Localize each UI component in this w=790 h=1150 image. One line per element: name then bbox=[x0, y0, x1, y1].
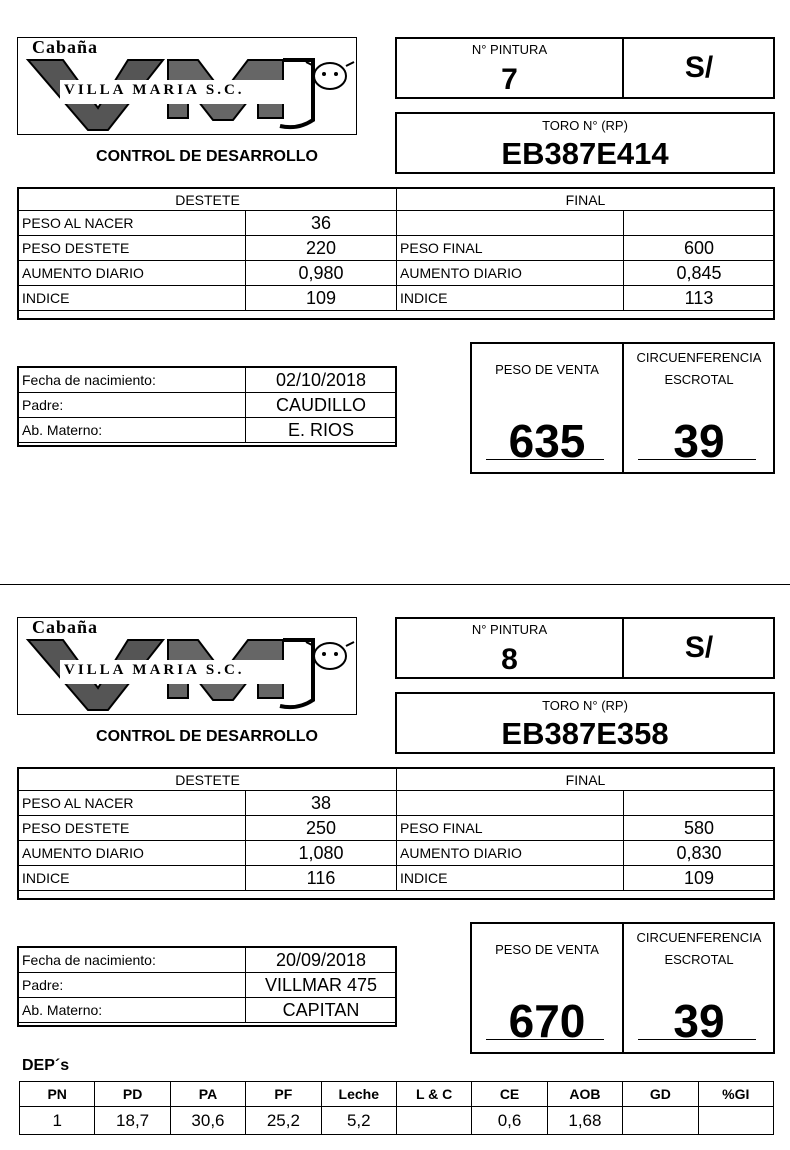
info-value: 20/09/2018 bbox=[246, 948, 397, 973]
dep-value-lc bbox=[396, 1107, 471, 1135]
info-label: Padre: bbox=[19, 393, 246, 418]
logo-villa-maria-text: VILLA MARIA S.C. bbox=[64, 82, 245, 98]
row-value: 36 bbox=[246, 211, 397, 236]
row-final-label: AUMENTO DIARIO bbox=[397, 841, 624, 866]
toro-value: EB387E414 bbox=[501, 136, 669, 171]
table-row bbox=[19, 866, 775, 891]
s-value: S/ bbox=[684, 631, 714, 664]
info-value: E. RIOS bbox=[246, 418, 397, 443]
row-value: 220 bbox=[246, 236, 397, 261]
circ-value: 39 bbox=[673, 415, 725, 467]
cabana-logo bbox=[17, 37, 357, 135]
row-final-value: 0,845 bbox=[624, 261, 775, 286]
final-header: FINAL bbox=[397, 769, 775, 791]
toro-box bbox=[395, 692, 775, 754]
pintura-value: 7 bbox=[501, 63, 518, 96]
table-row bbox=[19, 211, 775, 236]
dep-value-pf: 25,2 bbox=[246, 1107, 321, 1135]
destete-header: DESTETE bbox=[19, 189, 397, 211]
toro-value: EB387E358 bbox=[501, 716, 669, 751]
dep-header-ce: CE bbox=[472, 1082, 547, 1107]
info-row bbox=[19, 393, 397, 418]
row-label: PESO DESTETE bbox=[19, 816, 246, 841]
dep-value-aob: 1,68 bbox=[547, 1107, 622, 1135]
peso-venta-label: PESO DE VENTA bbox=[495, 942, 599, 957]
toro-label: TORO N° (RP) bbox=[542, 698, 628, 713]
info-label: Fecha de nacimiento: bbox=[19, 368, 246, 393]
row-final-value: 0,830 bbox=[624, 841, 775, 866]
info-label: Padre: bbox=[19, 973, 246, 998]
info-table bbox=[18, 367, 397, 443]
logo-villa-maria-text: VILLA MARIA S.C. bbox=[64, 662, 245, 678]
info-value: VILLMAR 475 bbox=[246, 973, 397, 998]
row-value: 250 bbox=[246, 816, 397, 841]
dep-table bbox=[19, 1081, 774, 1135]
development-table bbox=[18, 768, 775, 891]
row-final-label: AUMENTO DIARIO bbox=[397, 261, 624, 286]
info-table bbox=[18, 947, 397, 1023]
dep-header-leche: Leche bbox=[321, 1082, 396, 1107]
dep-value-pd: 18,7 bbox=[95, 1107, 170, 1135]
peso-venta-value: 670 bbox=[508, 995, 586, 1047]
dep-header-pd: PD bbox=[95, 1082, 170, 1107]
pintura-label: N° PINTURA bbox=[471, 42, 548, 57]
info-value: 02/10/2018 bbox=[246, 368, 397, 393]
s-value: S/ bbox=[684, 51, 714, 84]
row-final-value: 113 bbox=[624, 286, 775, 311]
row-label: INDICE bbox=[19, 286, 246, 311]
table-row bbox=[19, 816, 775, 841]
cabana-logo bbox=[17, 617, 357, 715]
row-value: 116 bbox=[246, 866, 397, 891]
row-final-value bbox=[624, 211, 775, 236]
row-label: INDICE bbox=[19, 866, 246, 891]
dep-value-leche: 5,2 bbox=[321, 1107, 396, 1135]
dep-header-pf: PF bbox=[246, 1082, 321, 1107]
dep-header-aob: AOB bbox=[547, 1082, 622, 1107]
dep-value-ce: 0,6 bbox=[472, 1107, 547, 1135]
row-label: PESO DESTETE bbox=[19, 236, 246, 261]
row-final-value: 109 bbox=[624, 866, 775, 891]
table-row bbox=[19, 236, 775, 261]
destete-header: DESTETE bbox=[19, 769, 397, 791]
info-row bbox=[19, 948, 397, 973]
row-final-label bbox=[397, 211, 624, 236]
circ-label-2: ESCROTAL bbox=[664, 952, 734, 967]
logo-cabana-text: Cabaña bbox=[32, 37, 99, 57]
row-final-value bbox=[624, 791, 775, 816]
row-final-label: INDICE bbox=[397, 866, 624, 891]
table-row bbox=[19, 286, 775, 311]
circ-label-2: ESCROTAL bbox=[664, 372, 734, 387]
dep-header-pn: PN bbox=[20, 1082, 95, 1107]
dep-header-gd: GD bbox=[623, 1082, 698, 1107]
row-final-label: PESO FINAL bbox=[397, 816, 624, 841]
table-row bbox=[19, 261, 775, 286]
control-title: CONTROL DE DESARROLLO bbox=[96, 148, 318, 165]
info-label: Ab. Materno: bbox=[19, 418, 246, 443]
info-row bbox=[19, 998, 397, 1023]
pintura-box bbox=[395, 37, 775, 99]
sales-box bbox=[470, 922, 775, 1054]
row-final-label bbox=[397, 791, 624, 816]
sales-box bbox=[470, 342, 775, 474]
pintura-value: 8 bbox=[501, 643, 518, 676]
info-label: Ab. Materno: bbox=[19, 998, 246, 1023]
pintura-label: N° PINTURA bbox=[471, 622, 548, 637]
pintura-box bbox=[395, 617, 775, 679]
dep-header-gi: %GI bbox=[698, 1082, 773, 1107]
dep-value-row bbox=[20, 1107, 774, 1135]
row-final-label: PESO FINAL bbox=[397, 236, 624, 261]
info-value: CAUDILLO bbox=[246, 393, 397, 418]
logo-cabana-text: Cabaña bbox=[32, 617, 99, 637]
circ-label-1: CIRCUENFERENCIA bbox=[636, 930, 762, 945]
page-separator bbox=[0, 584, 790, 585]
peso-venta-label: PESO DE VENTA bbox=[495, 362, 599, 377]
dep-value-gd bbox=[623, 1107, 698, 1135]
row-value: 38 bbox=[246, 791, 397, 816]
development-table bbox=[18, 188, 775, 311]
final-header: FINAL bbox=[397, 189, 775, 211]
dep-value-pa: 30,6 bbox=[170, 1107, 245, 1135]
info-row bbox=[19, 418, 397, 443]
peso-venta-value: 635 bbox=[508, 415, 586, 467]
info-row bbox=[19, 368, 397, 393]
dep-header-lc: L & C bbox=[396, 1082, 471, 1107]
row-final-label: INDICE bbox=[397, 286, 624, 311]
table-row bbox=[19, 841, 775, 866]
row-final-value: 580 bbox=[624, 816, 775, 841]
row-value: 109 bbox=[246, 286, 397, 311]
row-label: AUMENTO DIARIO bbox=[19, 841, 246, 866]
dep-title: DEP´s bbox=[22, 1057, 70, 1074]
toro-box bbox=[395, 112, 775, 174]
dep-value-pn: 1 bbox=[20, 1107, 95, 1135]
row-label: PESO AL NACER bbox=[19, 791, 246, 816]
table-row bbox=[19, 791, 775, 816]
dep-value-gi bbox=[698, 1107, 773, 1135]
row-label: AUMENTO DIARIO bbox=[19, 261, 246, 286]
toro-label: TORO N° (RP) bbox=[542, 118, 628, 133]
circ-label-1: CIRCUENFERENCIA bbox=[636, 350, 762, 365]
dep-header-row bbox=[20, 1082, 774, 1107]
dep-header-pa: PA bbox=[170, 1082, 245, 1107]
info-value: CAPITAN bbox=[246, 998, 397, 1023]
row-final-value: 600 bbox=[624, 236, 775, 261]
row-label: PESO AL NACER bbox=[19, 211, 246, 236]
info-label: Fecha de nacimiento: bbox=[19, 948, 246, 973]
info-row bbox=[19, 973, 397, 998]
row-value: 0,980 bbox=[246, 261, 397, 286]
control-title: CONTROL DE DESARROLLO bbox=[96, 728, 318, 745]
circ-value: 39 bbox=[673, 995, 725, 1047]
row-value: 1,080 bbox=[246, 841, 397, 866]
